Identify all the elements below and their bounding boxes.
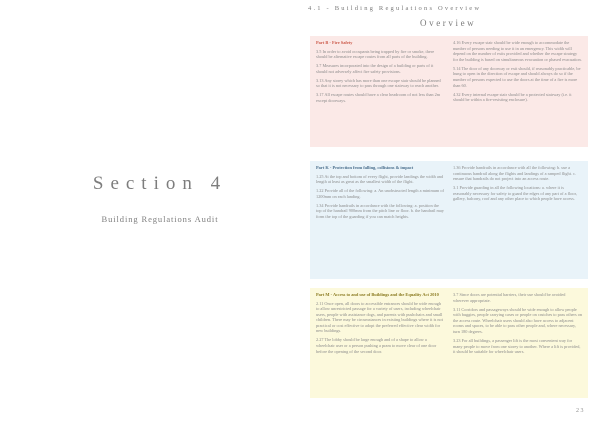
panel-access-right-column [453, 292, 582, 394]
running-header: 4.1 - Building Regulations Overview [308, 5, 482, 12]
panel-falling-title: Part K - Protection from falling, collisions & impact [316, 165, 414, 170]
paragraph: 5.14 The door of any doorway or exit should, if reasonably practicable, be hung to open in the direction of escape and should always do so if the number of persons expected to use the doors at the time of a fire is more than 60. [453, 65, 581, 88]
paragraph: 4.32 Every internal escape stair should be a protected stairway (i.e. it should be within a fire-resisting enclosure). [453, 91, 572, 103]
paragraph: 2.11 Once open, all doors to accessible entrances should be wide enough to allow unrestricted passage for a variety of users, including wheelchair users, people with assistance dogs, and parents with pushchairs and small children. There may be circumstances in existing buildings where it is not practical or cost effective to adopt the preferred effective clear width for new buildings. [316, 300, 443, 334]
paragraph: 3.1 Provide guarding in all the following locations: a. where it is reasonably necessary for safety to guard the edges of any part of a floor, gallery, balcony, roof and any other place to which people have access. [453, 185, 577, 202]
overview-heading: Overview [420, 18, 477, 28]
page-number: 23 [576, 408, 585, 414]
panel-fire-left-column [316, 40, 445, 143]
panel-access-and-use [310, 288, 588, 398]
paragraph: 1.22 Provide all of the following: a. An unobstructed length a minimum of 1200mm on each landing. [316, 188, 444, 199]
paragraph: 3.5 In order to avoid occupants being trapped by fire or smoke, there should be alternative escape routes from all parts of the building. [316, 48, 435, 60]
panel-protection-from-falling [310, 161, 588, 279]
panel-falling-right-column [453, 165, 582, 275]
panel-falling-left-column [316, 165, 445, 275]
panel-fire-safety [310, 36, 588, 147]
paragraph: 3.13 Any storey which has more than one escape stair should be planned so that it is not necessary to pass through one stairway to reach another. [316, 77, 441, 89]
panel-fire-right-column [453, 40, 582, 143]
paragraph: 1.34 Provide handrails in accordance with the following: a. position the top of the handrail 900mm from the pitch line or floor. b. the handrail may form the top of the guarding if you can match heights. [316, 202, 444, 219]
paragraph: 3.11 Corridors and passageways should be wide enough to allow people with buggies, people carrying cases or people on crutches to pass others on the access route. Wheelchair users should also have access to adjacent rooms and spaces, to be able to pass other people and, where necessary, turn 180 degrees. [453, 306, 582, 334]
section-subtitle: Building Regulations Audit [101, 214, 219, 224]
panel-access-title: Part M - Access to and use of Buildings and the Equality Act 2010 [316, 292, 439, 297]
panel-access-left-column [316, 292, 445, 394]
paragraph: 3.23 For all buildings, a passenger lift is the most convenient way for many people to move from one storey to another. Where a lift is provided, it should be suitable for wheelchair users. [453, 338, 581, 355]
paragraph: 2.27 The lobby should be large enough and of a shape to allow a wheelchair user or a person pushing a pram to move clear of one door before the opening of the second door. [316, 337, 437, 354]
paragraph: 3.7 Since doors are potential barriers, their use should be avoided wherever appropriate. [453, 292, 566, 303]
paragraph: 1.36 Provide handrails in accordance with all the following: b. use a continuous handrail along the flights and landings of a ramped flight. c. ensure that handrails do not project into an access route. [453, 165, 577, 182]
paragraph: 3.17 All escape routes should have a clear headroom of not less than 2m except doorways. [316, 92, 441, 104]
paragraph: 4.16 Every escape stair should be wide enough to accommodate the number of persons needing to use it in an emergency. This width will depend on the number of exits provided and whether the escape strategy for the building is based on simultaneous evacuation or phased evacuation. [453, 40, 582, 62]
section-title: Section 4 [92, 173, 228, 194]
paragraph: 1.25 At the top and bottom of every flight, provide landings the width and length at least as great as the smallest width of the flight. [316, 173, 444, 185]
panel-fire-title: Part B - Fire Safety [316, 40, 353, 45]
paragraph: 3.7 Measures incorporated into the design of a building or parts of it should not adversely affect fire safety provisions. [316, 63, 434, 74]
